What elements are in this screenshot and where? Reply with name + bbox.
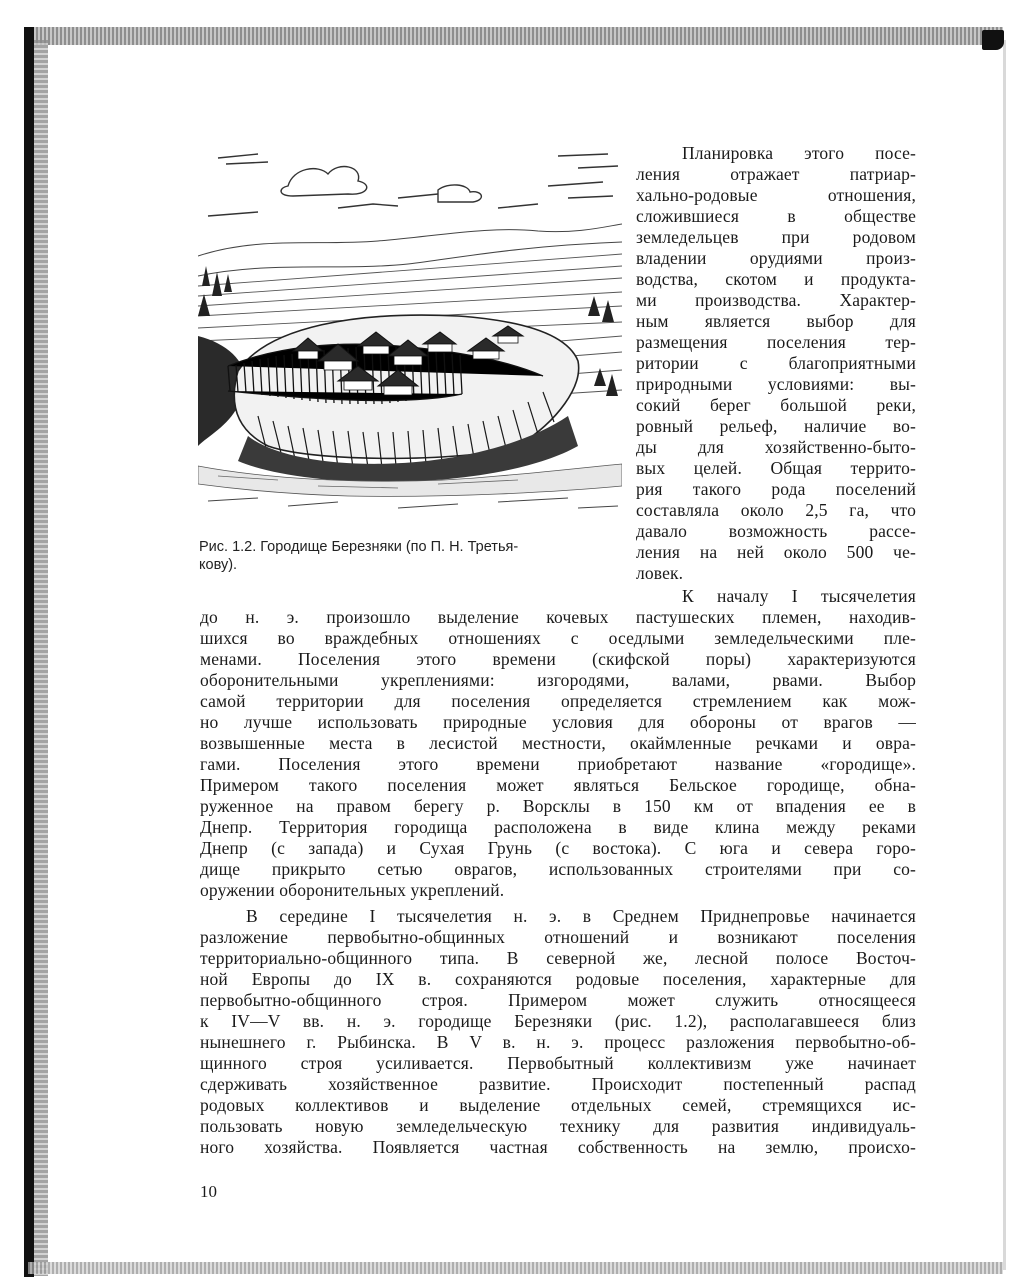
- text-line: оборонительными укреплениями: изгородями, валами, рвами. Выбор: [200, 670, 916, 690]
- caption-line-1: Рис. 1.2. Городище Березняки (по П. Н. Третья-: [199, 539, 519, 555]
- text-line: владении орудиями произ-: [636, 248, 916, 268]
- text-line: родовых коллективов и выделение отдельных семей, стремящихся ис-: [200, 1095, 916, 1115]
- text-line: В середине I тысячелетия н. э. в Среднем Приднепровье начинается: [246, 906, 916, 926]
- scan-edge-top: [28, 27, 1003, 45]
- text-line: сокий берег большой реки,: [636, 395, 916, 415]
- text-line: шихся во враждебных отношениях с оседлыми земледельческими пле-: [200, 628, 916, 648]
- text-line: территориально-общинного типа. В северной же, лесной полосе Восточ-: [200, 948, 916, 968]
- figure-illustration: [198, 146, 622, 518]
- text-line: ной Европы до IX в. сохраняются родовые поселения, характерные для: [200, 969, 916, 989]
- text-line: руженное на правом берегу р. Ворсклы в 150 км от впадения ее в: [200, 796, 916, 816]
- text-line: природными условиями: вы-: [636, 374, 916, 394]
- text-line: давало возможность рассе-: [636, 521, 916, 541]
- text-line: щинного строя усиливается. Первобытный коллективизм уже начинает: [200, 1053, 916, 1073]
- text-line: нынешнего г. Рыбинска. В V в. н. э. процесс разложения первобытно-об-: [200, 1032, 916, 1052]
- caption-line-2: кову).: [199, 557, 238, 573]
- text-line: вых целей. Общая террито-: [636, 458, 916, 478]
- text-line: Планировка этого посе-: [682, 143, 916, 163]
- text-line: к IV—V вв. н. э. городище Березняки (рис. 1.2), располагавшееся близ: [200, 1011, 916, 1031]
- text-line: ления на ней около 500 че-: [636, 542, 916, 562]
- settlement-drawing: [198, 146, 622, 518]
- text-line: Днепр. Территория городища расположена в виде клина между реками: [200, 817, 916, 837]
- text-line: гами. Поселения этого времени приобретают название «городище».: [200, 754, 916, 774]
- text-line: дище прикрыто сетью оврагов, использованных строителями при со-: [200, 859, 916, 879]
- scan-edge-left-shadow: [34, 40, 48, 1276]
- text-line: пользовать новую земледельческую технику для развития индивидуаль-: [200, 1116, 916, 1136]
- page-number: 10: [200, 1182, 217, 1201]
- text-line: земледельцев при родовом: [636, 227, 916, 247]
- text-line: ления отражает патриар-: [636, 164, 916, 184]
- scan-edge-left: [24, 27, 34, 1277]
- text-line: но лучше использовать природные условия для обороны от врагов —: [200, 712, 916, 732]
- text-line: размещения поселения тер-: [636, 332, 916, 352]
- scan-edge-bottom: [28, 1262, 1003, 1274]
- text-line: ным является выбор для: [636, 311, 916, 331]
- text-line: К началу I тысячелетия: [682, 586, 916, 606]
- text-line: оружении оборонительных укреплений.: [200, 880, 505, 900]
- scan-corner-mark: [982, 30, 1004, 50]
- text-line: ми производства. Характер-: [636, 290, 916, 310]
- text-line: ритории с благоприятными: [636, 353, 916, 373]
- text-line: составляла около 2,5 га, что: [636, 500, 916, 520]
- text-line: сложившиеся в обществе: [636, 206, 916, 226]
- text-line: возвышенные места в лесистой местности, окаймленные речками и овра-: [200, 733, 916, 753]
- text-line: до н. э. произошло выделение кочевых пастушеских племен, находив-: [200, 607, 916, 627]
- text-line: первобытно-общинного строя. Примером может служить относящееся: [200, 990, 916, 1010]
- text-line: ровный рельеф, наличие во-: [636, 416, 916, 436]
- text-line: менами. Поселения этого времени (скифской поры) характеризуются: [200, 649, 916, 669]
- text-line: водства, скотом и продукта-: [636, 269, 916, 289]
- text-line: самой территории для поселения определяется стремлением как мож-: [200, 691, 916, 711]
- text-line: ного хозяйства. Появляется частная собственность на землю, происхо-: [200, 1137, 916, 1157]
- text-line: Днепр (с запада) и Сухая Грунь (с востока). С юга и севера горо-: [200, 838, 916, 858]
- text-line: разложение первобытно-общинных отношений и возникают поселения: [200, 927, 916, 947]
- text-line: ловек.: [636, 563, 684, 583]
- text-line: хально-родовые отношения,: [636, 185, 916, 205]
- text-line: Примером такого поселения может являться Бельское городище, обна-: [200, 775, 916, 795]
- scan-edge-right: [1003, 40, 1006, 1270]
- text-line: рия такого рода поселений: [636, 479, 916, 499]
- figure-caption: [199, 538, 619, 574]
- text-line: сдерживать хозяйственное развитие. Происходит постепенный распад: [200, 1074, 916, 1094]
- text-line: ды для хозяйственно-быто-: [636, 437, 916, 457]
